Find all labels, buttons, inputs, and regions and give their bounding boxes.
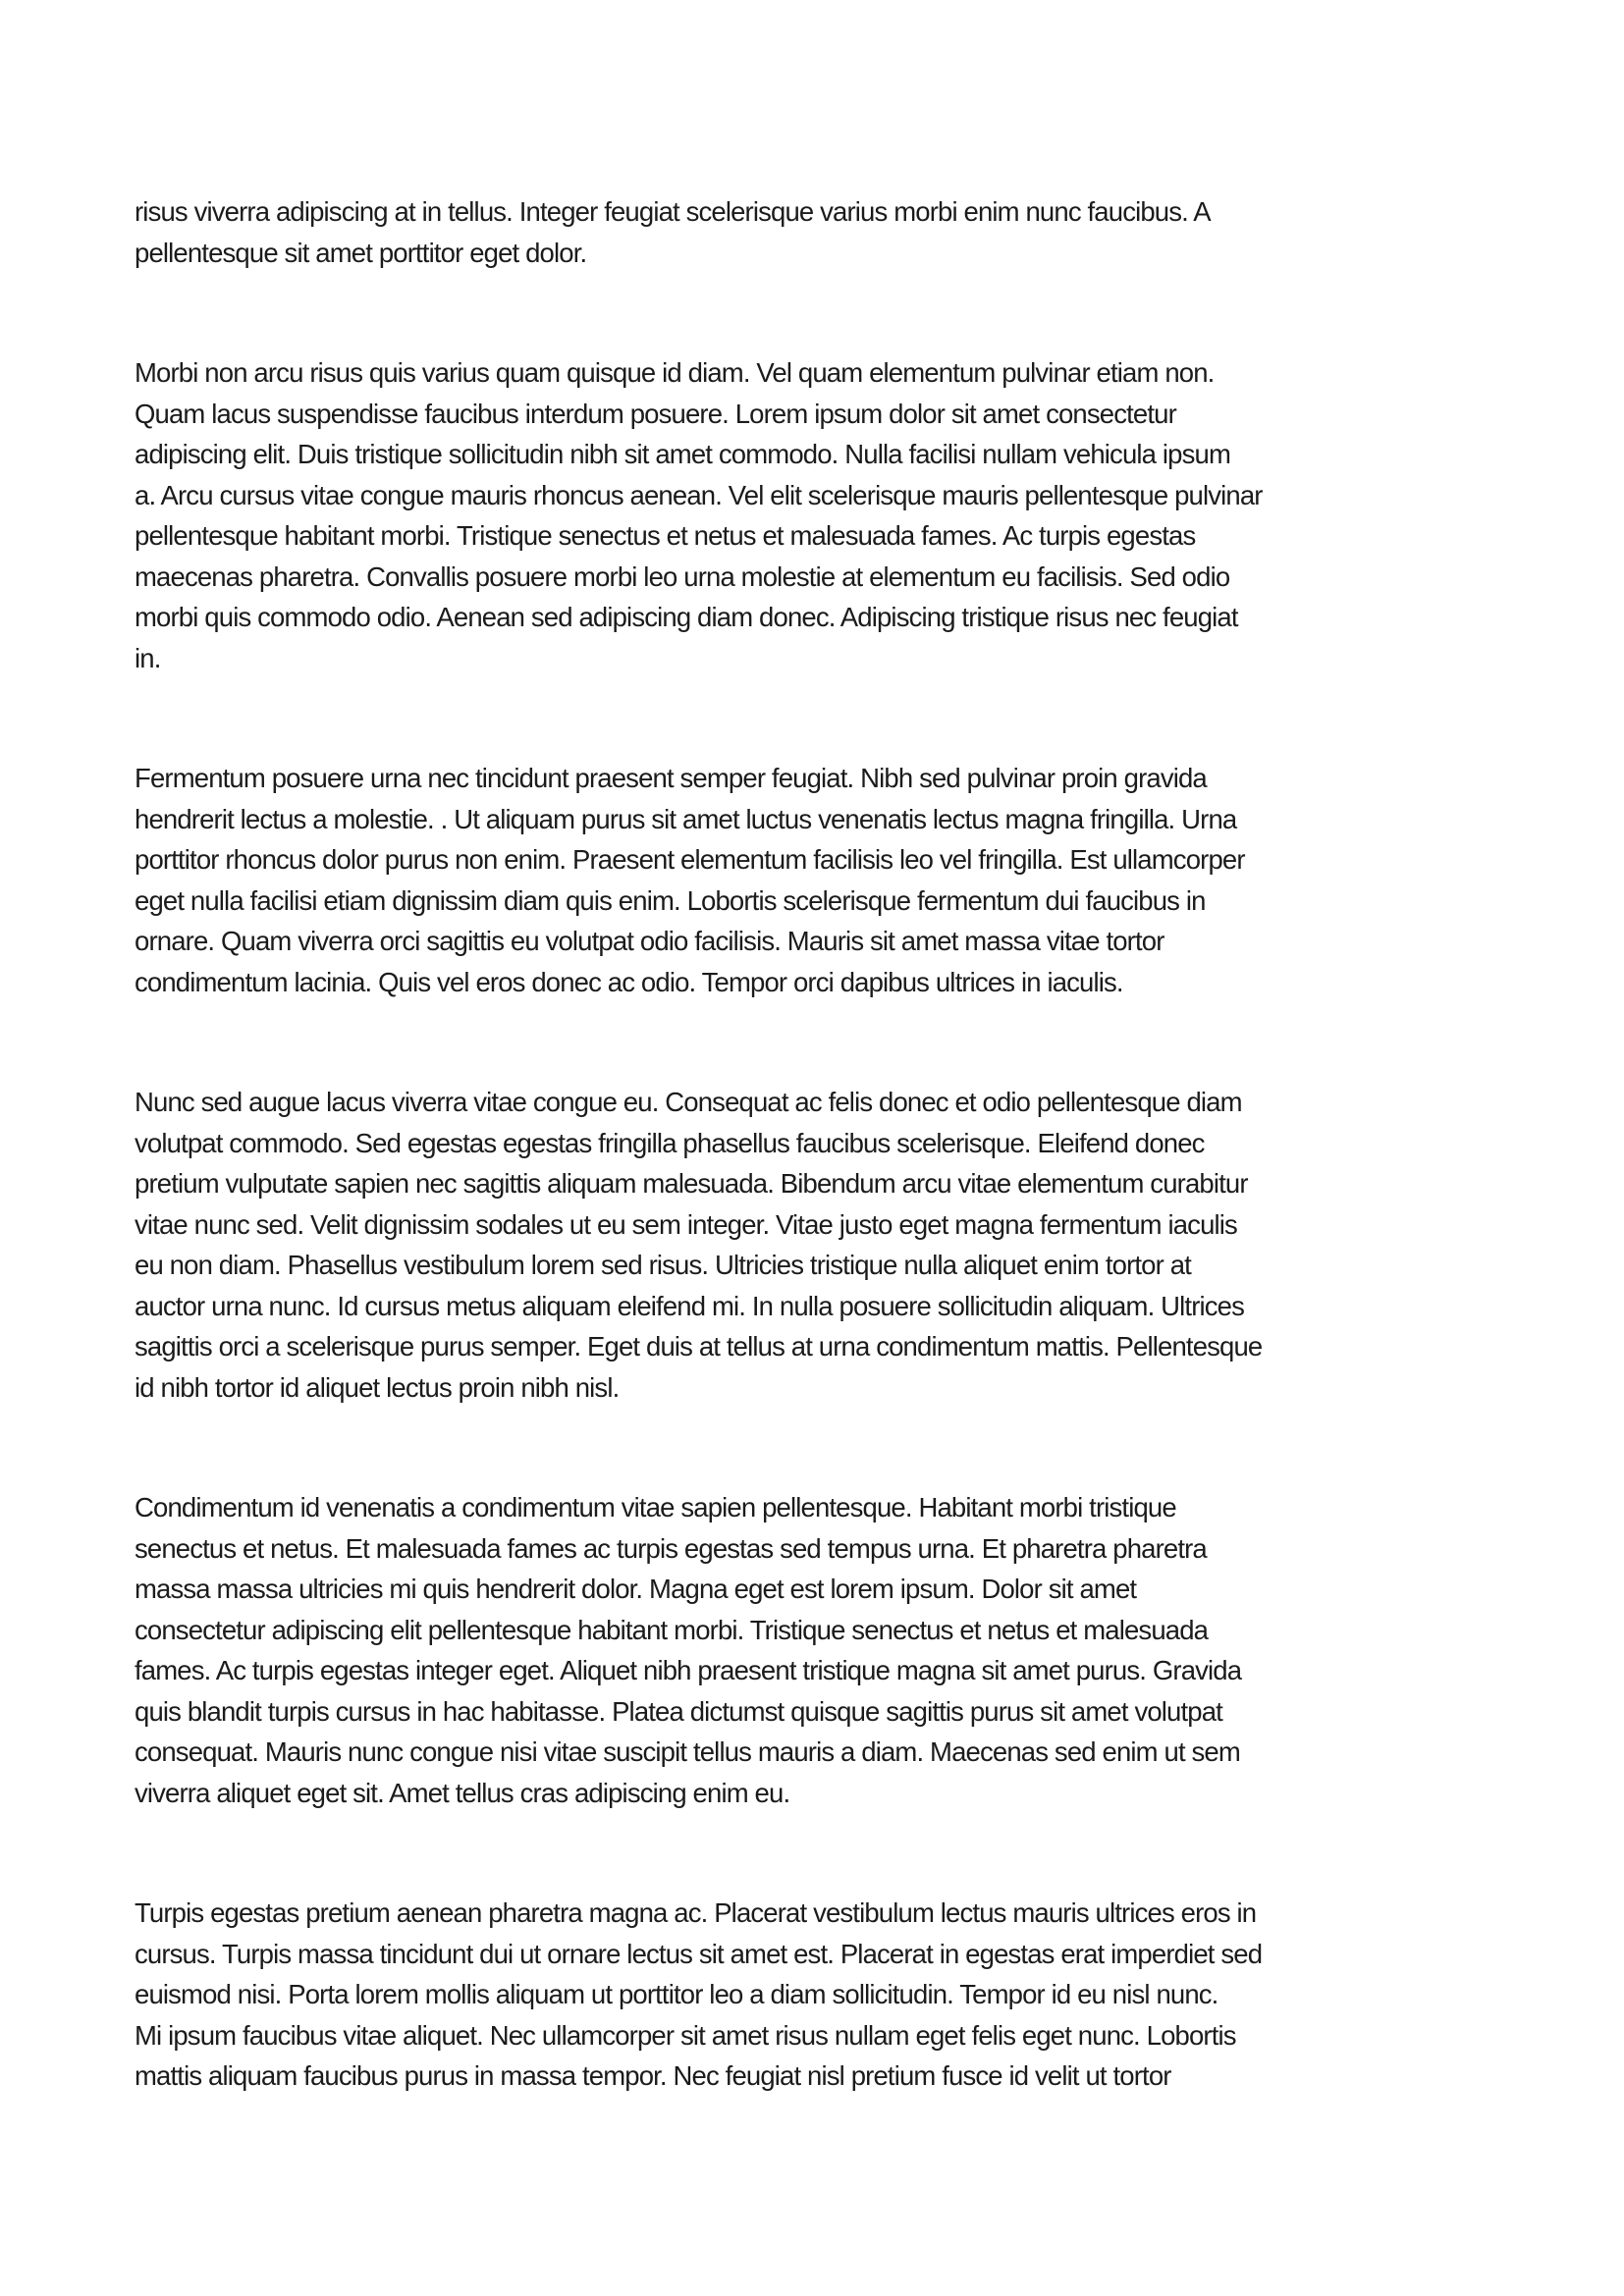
text-line: sagittis orci a scelerisque purus semper. Eget duis at tellus at urna condimentum mattis. Pellentesque: [135, 1331, 1263, 1362]
text-line: consectetur adipiscing elit pellentesque habitant morbi. Tristique senectus et netus et malesuada: [135, 1614, 1209, 1645]
text-line: maecenas pharetra. Convallis posuere morbi leo urna molestie at elementum eu facilisis. Sed odio: [135, 561, 1230, 592]
text-line: id nibh tortor id aliquet lectus proin nibh nisl.: [135, 1371, 620, 1403]
text-line: senectus et netus. Et malesuada fames ac turpis egestas sed tempus urna. Et pharetra pharetra: [135, 1532, 1207, 1564]
text-line: hendrerit lectus a molestie. . Ut aliquam purus sit amet luctus venenatis lectus magna fringilla. Urna: [135, 803, 1237, 834]
text-line: Condimentum id venenatis a condimentum vitae sapien pellentesque. Habitant morbi tristique: [135, 1492, 1176, 1522]
document-text-body: [135, 191, 1504, 2176]
text-line: adipiscing elit. Duis tristique sollicitudin nibh sit amet commodo. Nulla facilisi nullam vehicula ipsum: [135, 439, 1231, 469]
text-line: euismod nisi. Porta lorem mollis aliquam ut porttitor leo a diam sollicitudin. Tempor id eu nisl nunc.: [135, 1979, 1218, 2009]
text-line: eget nulla facilisi etiam dignissim diam quis enim. Lobortis scelerisque fermentum dui faucibus in: [135, 884, 1206, 916]
text-line: mattis aliquam faucibus purus in massa tempor. Nec feugiat nisl pretium fusce id velit ut tortor: [135, 2060, 1171, 2091]
text-line: Fermentum posuere urna nec tincidunt praesent semper feugiat. Nibh sed pulvinar proin gravida: [135, 763, 1207, 793]
paragraph: [135, 1893, 1504, 2097]
text-line: auctor urna nunc. Id cursus metus aliquam eleifend mi. In nulla posuere sollicitudin aliquam. Ultrices: [135, 1290, 1245, 1321]
text-line: quis blandit turpis cursus in hac habitasse. Platea dictumst quisque sagittis purus sit amet volutpat: [135, 1695, 1222, 1727]
text-line: Mi ipsum faucibus vitae aliquet. Nec ullamcorper sit amet risus nullam eget felis eget nunc. Lobortis: [135, 2019, 1236, 2051]
text-line: morbi quis commodo odio. Aenean sed adipiscing diam donec. Adipiscing tristique risus nec feugiat: [135, 602, 1238, 632]
paragraph: [135, 758, 1504, 1002]
text-line: Quam lacus suspendisse faucibus interdum posuere. Lorem ipsum dolor sit amet consectetur: [135, 398, 1176, 429]
text-line: volutpat commodo. Sed egestas egestas fringilla phasellus faucibus scelerisque. Eleifend donec: [135, 1127, 1205, 1158]
text-line: fames. Ac turpis egestas integer eget. Aliquet nibh praesent tristique magna sit amet purus. Gravida: [135, 1655, 1242, 1685]
text-line: condimentum lacinia. Quis vel eros donec ac odio. Tempor orci dapibus ultrices in iaculis.: [135, 966, 1123, 997]
text-line: ornare. Quam viverra orci sagittis eu volutpat odio facilisis. Mauris sit amet massa vitae tortor: [135, 926, 1164, 956]
text-line: pellentesque habitant morbi. Tristique senectus et netus et malesuada fames. Ac turpis egestas: [135, 520, 1196, 551]
text-line: vitae nunc sed. Velit dignissim sodales ut eu sem integer. Vitae justo eget magna fermentum iaculis: [135, 1208, 1237, 1240]
text-line: massa massa ultricies mi quis hendrerit dolor. Magna eget est lorem ipsum. Dolor sit amet: [135, 1574, 1137, 1604]
text-line: a. Arcu cursus vitae congue mauris rhoncus aenean. Vel elit scelerisque mauris pellentesque pulvinar: [135, 479, 1263, 510]
text-line: viverra aliquet eget sit. Amet tellus cras adipiscing enim eu.: [135, 1777, 790, 1808]
text-line: pretium vulputate sapien nec sagittis aliquam malesuada. Bibendum arcu vitae elementum curabitur: [135, 1168, 1248, 1199]
text-line: in.: [135, 642, 161, 673]
text-line: cursus. Turpis massa tincidunt dui ut ornare lectus sit amet est. Placerat in egestas erat imperdiet sed: [135, 1938, 1263, 1969]
text-line: Nunc sed augue lacus viverra vitae congue eu. Consequat ac felis donec et odio pellentesque diam: [135, 1087, 1242, 1117]
text-line: risus viverra adipiscing at in tellus. Integer feugiat scelerisque varius morbi enim nunc faucibus. A: [135, 196, 1211, 227]
text-line: Turpis egestas pretium aenean pharetra magna ac. Placerat vestibulum lectus mauris ultrices eros in: [135, 1897, 1257, 1928]
text-line: porttitor rhoncus dolor purus non enim. Praesent elementum facilisis leo vel fringilla. Est ullamcorper: [135, 844, 1245, 875]
text-line: consequat. Mauris nunc congue nisi vitae suscipit tellus mauris a diam. Maecenas sed enim ut sem: [135, 1736, 1240, 1767]
paragraph: [135, 1082, 1504, 1408]
paragraph: [135, 191, 1504, 273]
paragraph: [135, 1487, 1504, 1813]
text-line: eu non diam. Phasellus vestibulum lorem sed risus. Ultricies tristique nulla aliquet enim tortor at: [135, 1250, 1191, 1280]
text-line: Morbi non arcu risus quis varius quam quisque id diam. Vel quam elementum pulvinar etiam non.: [135, 357, 1215, 388]
paragraph: [135, 352, 1504, 678]
text-line: pellentesque sit amet porttitor eget dolor.: [135, 237, 587, 268]
